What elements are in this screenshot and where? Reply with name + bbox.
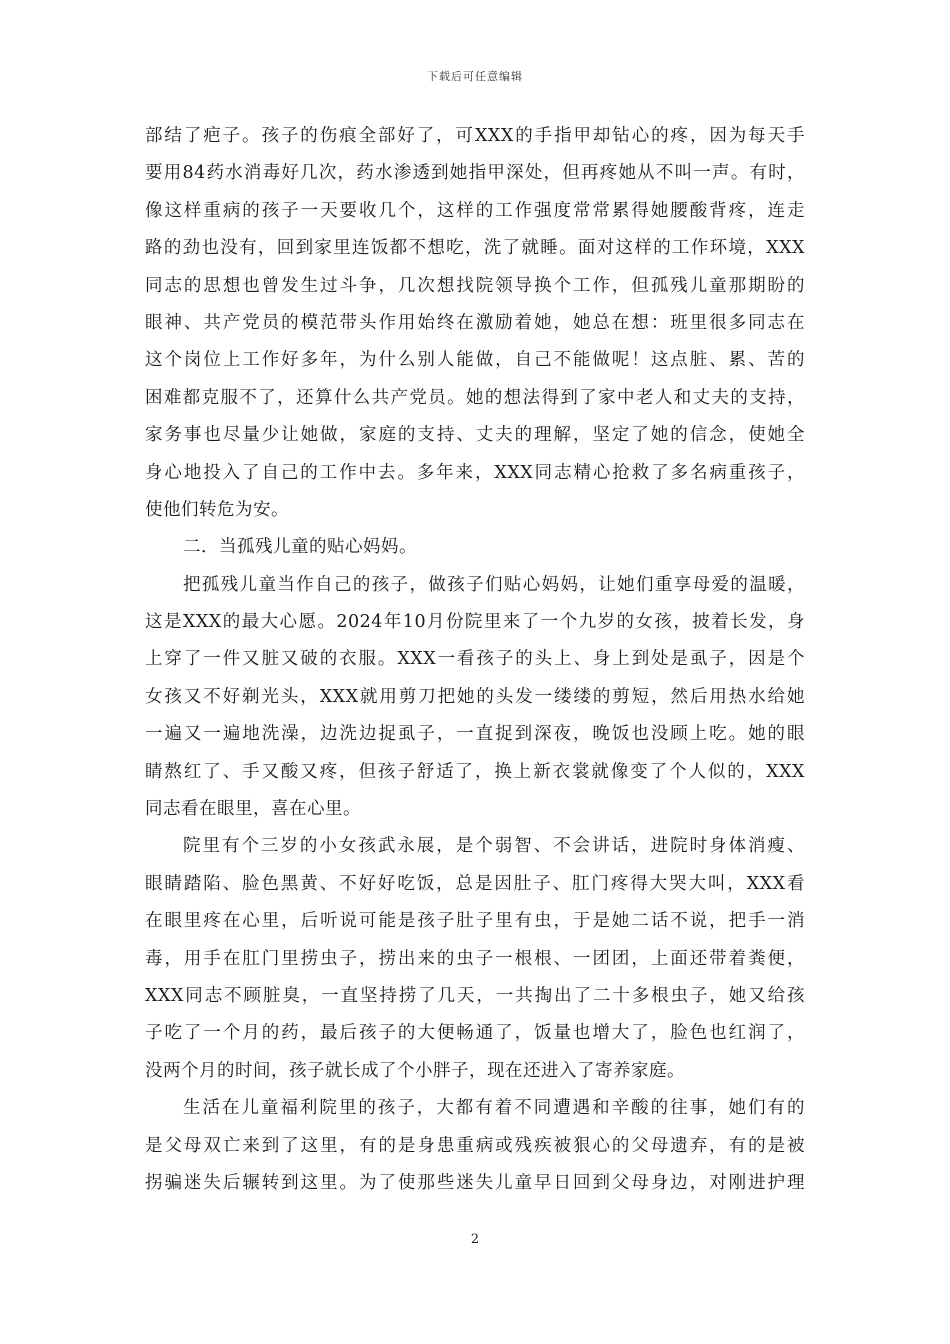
text-line: 没两个月的时间，孩子就长成了个小胖子，现在还进入了寄养家庭。 <box>145 1060 685 1081</box>
paragraph <box>145 1090 805 1202</box>
text-line: 家务事也尽量少让她做，家庭的支持、丈夫的理解，坚定了她的信念，使她全 <box>145 425 805 446</box>
text-line: 子吃了一个月的药，最后孩子的大便畅通了，饭量也增大了，脸色也红润了， <box>145 1023 805 1044</box>
text-line: 睛熬红了、手又酸又疼，但孩子舒适了，换上新衣裳就像变了个人似的，XXX <box>145 761 805 782</box>
page-header: 下载后可任意编辑 <box>427 70 523 83</box>
text-line: 在眼里疼在心里，后听说可能是孩子肚子里有虫，于是她二话不说，把手一消 <box>145 911 805 932</box>
text-line: 困难都克服不了，还算什么共产党员。她的想法得到了家中老人和丈夫的支持， <box>145 387 805 408</box>
text-line: 像这样重病的孩子一天要收几个，这样的工作强度常常累得她腰酸背疼，连走 <box>145 200 805 221</box>
text-line: 是父母双亡来到了这里，有的是身患重病或残疾被狠心的父母遗弃，有的是被 <box>145 1135 805 1156</box>
text-line: 女孩又不好剃光头，XXX就用剪刀把她的头发一缕缕的剪短，然后用热水给她 <box>145 686 805 707</box>
text-line: 拐骗迷失后辗转到这里。为了使那些迷失儿童早日回到父母身边，对刚进护理 <box>145 1172 805 1193</box>
text-line: 这是XXX的最大心愿。2024年10月份院里来了一个九岁的女孩，披着长发，身 <box>145 612 805 633</box>
text-line: 部结了疤子。孩子的伤痕全部好了，可XXX的手指甲却钻心的疼，因为每天手 <box>145 126 805 146</box>
text-line: 路的劲也没有，回到家里连饭都不想吃，洗了就睡。面对这样的工作环境，XXX <box>145 238 805 259</box>
text-line: 使他们转危为安。 <box>145 499 289 520</box>
paragraph <box>145 118 805 529</box>
document-body <box>145 118 805 1202</box>
text-line: 一遍又一遍地洗澡，边洗边捉虱子，一直捉到深夜，晚饭也没顾上吃。她的眼 <box>145 724 805 745</box>
text-line: XXX同志不顾脏臭，一直坚持捞了几天，一共掏出了二十多根虫子，她又给孩 <box>145 985 805 1006</box>
section-heading <box>145 529 805 566</box>
page-number: 2 <box>470 1232 480 1247</box>
text-line: 同志的思想也曾发生过斗争，几次想找院领导换个工作，但孤残儿童那期盼的 <box>145 275 805 296</box>
text-line: 院里有个三岁的小女孩武永展，是个弱智、不会讲话，进院时身体消瘦、 <box>183 836 805 857</box>
paragraph <box>145 567 805 829</box>
text-line: 把孤残儿童当作自己的孩子，做孩子们贴心妈妈，让她们重享母爱的温暖， <box>183 574 805 595</box>
text-line: 身心地投入了自己的工作中去。多年来，XXX同志精心抢救了多名病重孩子， <box>145 462 805 483</box>
text-line: 这个岗位上工作好多年，为什么别人能做，自己不能做呢！这点脏、累、苦的 <box>145 350 805 371</box>
text-line: 眼神、共产党员的模范带头作用始终在激励着她，她总在想：班里很多同志在 <box>145 312 805 333</box>
text-line: 要用84药水消毒好几次，药水渗透到她指甲深处，但再疼她从不叫一声。有时， <box>145 163 805 184</box>
text-line: 毒，用手在肛门里捞虫子，捞出来的虫子一根根、一团团，上面还带着粪便， <box>145 948 805 969</box>
text-line: 生活在儿童福利院里的孩子，大都有着不同遭遇和辛酸的往事，她们有的 <box>183 1098 805 1119</box>
paragraph <box>145 828 805 1090</box>
text-line: 二．当孤残儿童的贴心妈妈。 <box>183 537 417 558</box>
text-line: 眼睛踏陷、脸色黑黄、不好好吃饭，总是因肚子、肛门疼得大哭大叫，XXX看 <box>145 873 805 894</box>
text-line: 上穿了一件又脏又破的衣服。XXX一看孩子的头上、身上到处是虱子，因是个 <box>145 649 805 670</box>
text-line: 同志看在眼里，喜在心里。 <box>145 799 361 820</box>
